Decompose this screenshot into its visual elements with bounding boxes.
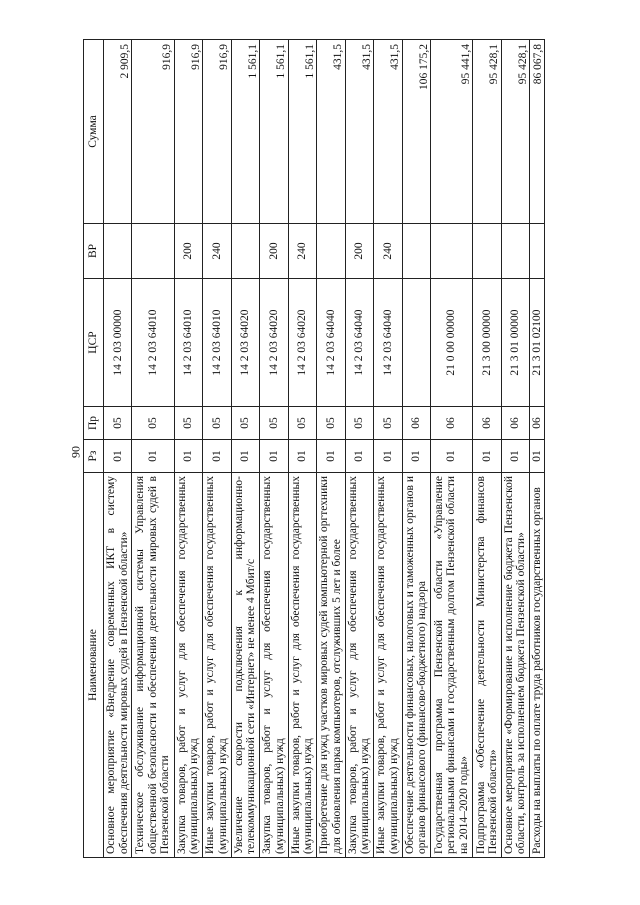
cell-csr: 21 3 01 00000 — [501, 279, 529, 407]
cell-vr: 200 — [345, 224, 373, 279]
cell-name: Закупка товаров, работ и услуг для обеспечения государственных (муниципальных) нужд — [260, 473, 288, 858]
cell-csr: 14 2 03 64020 — [231, 279, 259, 407]
table-row — [104, 40, 132, 858]
cell-sum: 916,9 — [174, 40, 202, 224]
cell-csr: 21 3 00 00000 — [473, 279, 501, 407]
cell-sum: 431,5 — [374, 40, 402, 224]
cell-pr: 05 — [345, 407, 373, 440]
cell-name: Техническое обслуживание информационной системы Управления общественной безопасности и обеспечения деятельности мировых судей в Пензенской области — [132, 473, 174, 858]
cell-pr: 05 — [104, 407, 132, 440]
rotated-page-content — [83, 40, 545, 858]
cell-rz: 01 — [374, 440, 402, 473]
table-row — [174, 40, 202, 858]
cell-rz: 01 — [431, 440, 473, 473]
cell-sum: 431,5 — [317, 40, 345, 224]
cell-name: Государственная программа Пензенской области «Управление региональными финансами и государственным долгом Пензенской области на 2014–2020 годы» — [431, 473, 473, 858]
cell-vr — [402, 224, 430, 279]
table-row — [374, 40, 402, 858]
header-csr: ЦСР — [84, 279, 104, 407]
cell-vr — [231, 224, 259, 279]
header-sum: Сумма — [84, 40, 104, 224]
cell-pr: 05 — [374, 407, 402, 440]
cell-rz: 01 — [260, 440, 288, 473]
cell-csr: 14 2 03 64010 — [203, 279, 231, 407]
cell-pr: 06 — [402, 407, 430, 440]
cell-vr — [431, 224, 473, 279]
header-name: Наименование — [84, 473, 104, 858]
header-pr: Пр — [84, 407, 104, 440]
cell-sum: 95 441,4 — [431, 40, 473, 224]
cell-pr: 06 — [473, 407, 501, 440]
table-row — [530, 40, 545, 858]
cell-rz: 01 — [473, 440, 501, 473]
cell-vr — [473, 224, 501, 279]
cell-vr — [132, 224, 174, 279]
cell-csr: 14 2 03 64040 — [345, 279, 373, 407]
cell-pr: 05 — [203, 407, 231, 440]
cell-csr: 14 2 03 64020 — [288, 279, 316, 407]
cell-csr: 14 2 03 64020 — [260, 279, 288, 407]
cell-rz: 01 — [174, 440, 202, 473]
cell-name: Приобретение для нужд участков мировых судей компьютерной оргтехники для обновления парка компьютеров, отслуживших 5 лет и более — [317, 473, 345, 858]
cell-name: Увеличение скорости подключения к информационно-телекоммуникационной сети «Интернет» не менее 4 Мбит/с — [231, 473, 259, 858]
cell-name: Основное мероприятие «Формирование и исполнение бюджета Пензенской области, контроль за исполнением бюджета Пензенской области» — [501, 473, 529, 858]
cell-csr: 14 2 03 00000 — [104, 279, 132, 407]
cell-sum: 916,9 — [132, 40, 174, 224]
cell-rz: 01 — [530, 440, 545, 473]
cell-name: Обеспечение деятельности финансовых, налоговых и таможенных органов и органов финансового (финансово-бюджетного) надзора — [402, 473, 430, 858]
budget-table — [83, 39, 545, 858]
cell-name: Иные закупки товаров, работ и услуг для обеспечения государственных (муниципальных) нужд — [374, 473, 402, 858]
cell-vr: 200 — [174, 224, 202, 279]
cell-csr: 14 2 03 64010 — [132, 279, 174, 407]
header-vr: ВР — [84, 224, 104, 279]
table-row — [402, 40, 430, 858]
cell-csr: 14 2 03 64010 — [174, 279, 202, 407]
cell-pr: 05 — [317, 407, 345, 440]
cell-vr — [530, 224, 545, 279]
cell-sum: 1 561,1 — [231, 40, 259, 224]
cell-sum: 95 428,1 — [473, 40, 501, 224]
cell-csr: 21 0 00 00000 — [431, 279, 473, 407]
cell-name: Расходы на выплаты по оплате труда работников государственных органов — [530, 473, 545, 858]
cell-rz: 01 — [501, 440, 529, 473]
cell-sum: 1 561,1 — [288, 40, 316, 224]
cell-pr: 06 — [501, 407, 529, 440]
cell-pr: 05 — [288, 407, 316, 440]
table-row — [231, 40, 259, 858]
table-row — [132, 40, 174, 858]
cell-csr: 14 2 03 64040 — [317, 279, 345, 407]
cell-pr: 06 — [530, 407, 545, 440]
cell-vr: 240 — [288, 224, 316, 279]
cell-name: Иные закупки товаров, работ и услуг для обеспечения государственных (муниципальных) нужд — [288, 473, 316, 858]
cell-sum: 106 175,2 — [402, 40, 430, 224]
cell-sum: 1 561,1 — [260, 40, 288, 224]
page-number: 90 — [68, 446, 83, 458]
cell-csr: 14 2 03 64040 — [374, 279, 402, 407]
cell-pr: 05 — [132, 407, 174, 440]
cell-pr: 06 — [431, 407, 473, 440]
cell-rz: 01 — [203, 440, 231, 473]
table-row — [288, 40, 316, 858]
cell-name: Иные закупки товаров, работ и услуг для обеспечения государственных (муниципальных) нужд — [203, 473, 231, 858]
table-row — [501, 40, 529, 858]
cell-csr: 21 3 01 02100 — [530, 279, 545, 407]
table-row — [473, 40, 501, 858]
cell-rz: 01 — [288, 440, 316, 473]
header-rz: Рз — [84, 440, 104, 473]
cell-vr: 240 — [374, 224, 402, 279]
cell-pr: 05 — [260, 407, 288, 440]
cell-name: Основное мероприятие «Внедрение современных ИКТ в систему обеспечения деятельности мировых судей в Пензенской области» — [104, 473, 132, 858]
table-row — [203, 40, 231, 858]
table-row — [260, 40, 288, 858]
cell-rz: 01 — [104, 440, 132, 473]
cell-sum: 431,5 — [345, 40, 373, 224]
cell-sum: 95 428,1 — [501, 40, 529, 224]
cell-rz: 01 — [132, 440, 174, 473]
cell-vr: 240 — [203, 224, 231, 279]
cell-vr: 200 — [260, 224, 288, 279]
table-header-row — [84, 40, 104, 858]
cell-pr: 05 — [231, 407, 259, 440]
cell-name: Закупка товаров, работ и услуг для обеспечения государственных (муниципальных) нужд — [345, 473, 373, 858]
cell-sum: 916,9 — [203, 40, 231, 224]
cell-sum: 86 067,8 — [530, 40, 545, 224]
cell-rz: 01 — [317, 440, 345, 473]
table-row — [345, 40, 373, 858]
cell-name: Закупка товаров, работ и услуг для обеспечения государственных (муниципальных) нужд — [174, 473, 202, 858]
cell-vr — [104, 224, 132, 279]
cell-rz: 01 — [345, 440, 373, 473]
cell-name: Подпрограмма «Обеспечение деятельности Министерства финансов Пензенской области» — [473, 473, 501, 858]
cell-vr — [501, 224, 529, 279]
cell-rz: 01 — [231, 440, 259, 473]
cell-csr — [402, 279, 430, 407]
table-row — [431, 40, 473, 858]
cell-sum: 2 909,5 — [104, 40, 132, 224]
cell-vr — [317, 224, 345, 279]
cell-pr: 05 — [174, 407, 202, 440]
cell-rz: 01 — [402, 440, 430, 473]
table-row — [317, 40, 345, 858]
